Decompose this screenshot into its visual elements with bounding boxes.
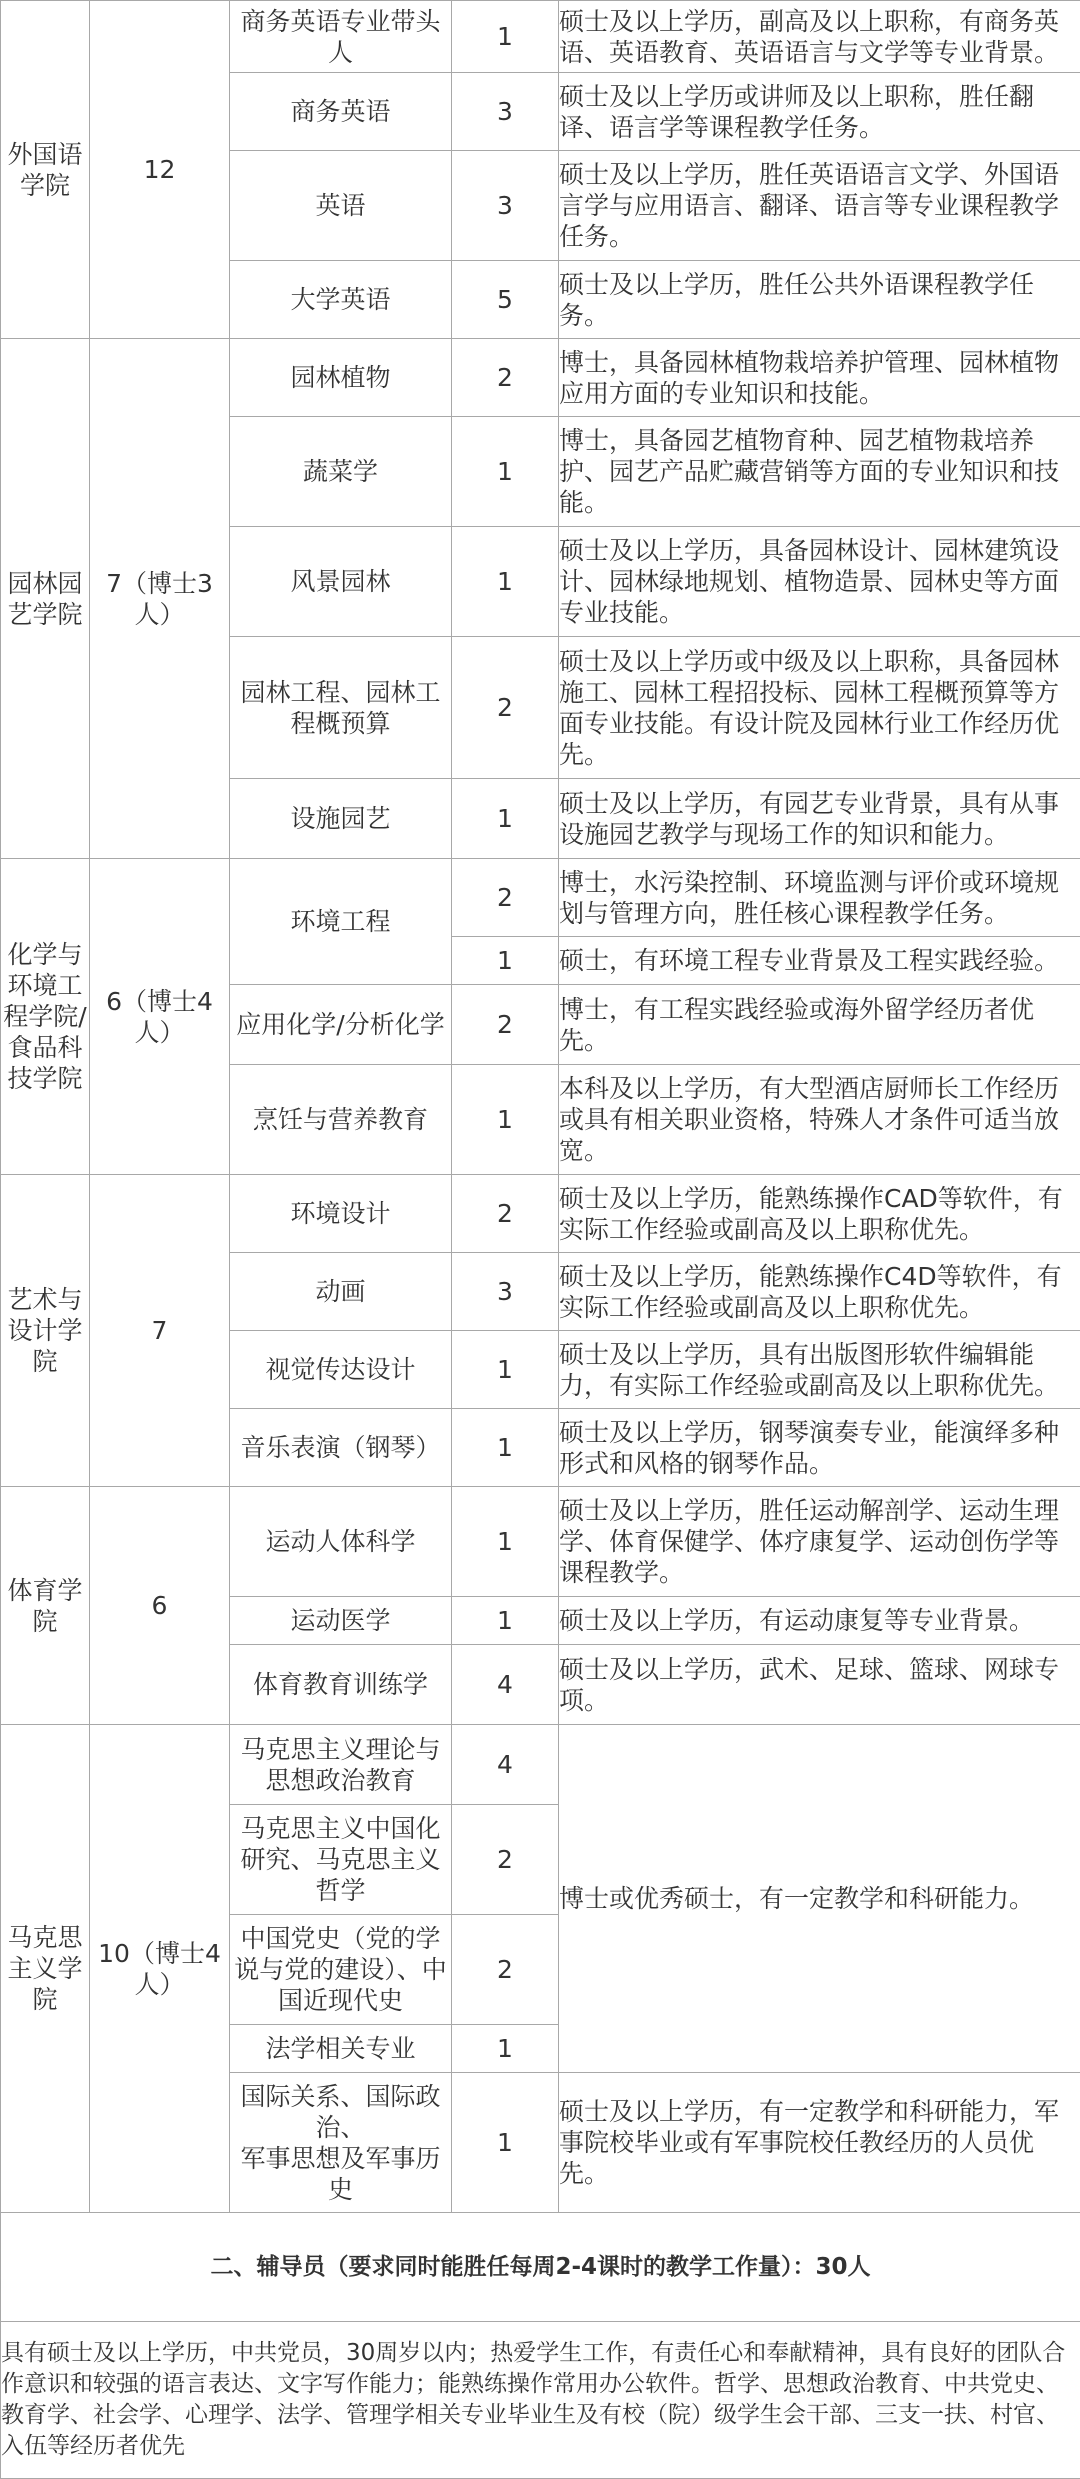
requirement-text: 博士，有工程实践经验或海外留学经历者优先。 xyxy=(559,985,1080,1065)
table-row xyxy=(1,1,1080,73)
college-quota: 10（博士4人） xyxy=(90,1725,230,2213)
college-name: 体育学院 xyxy=(1,1487,90,1725)
requirement-text: 硕士及以上学历，具有出版图形软件编辑能力，有实际工作经验或副高及以上职称优先。 xyxy=(559,1331,1080,1409)
position-count: 4 xyxy=(452,1725,559,1805)
position-count: 1 xyxy=(452,1065,559,1175)
college-name: 艺术与设计学院 xyxy=(1,1175,90,1487)
requirement-text: 硕士及以上学历，胜任公共外语课程教学任务。 xyxy=(559,261,1080,339)
position-count: 1 xyxy=(452,2073,559,2213)
major-name: 运动医学 xyxy=(230,1597,452,1645)
section-title: 二、辅导员（要求同时能胜任每周2-4课时的教学工作量）：30人 xyxy=(1,2213,1080,2322)
major-name: 大学英语 xyxy=(230,261,452,339)
major-name xyxy=(230,2073,452,2213)
major-name-line: 国际关系、国际政治、 xyxy=(240,2082,440,2142)
section-title-row xyxy=(1,2213,1080,2322)
college-name: 外国语学院 xyxy=(1,1,90,339)
position-count: 2 xyxy=(452,339,559,417)
requirement-text: 硕士及以上学历，具备园林设计、园林建筑设计、园林绿地规划、植物造景、园林史等方面专业技能。 xyxy=(559,527,1080,637)
requirement-text: 硕士及以上学历，能熟练操作C4D等软件，有实际工作经验或副高及以上职称优先。 xyxy=(559,1253,1080,1331)
position-count: 2 xyxy=(452,985,559,1065)
major-name: 烹饪与营养教育 xyxy=(230,1065,452,1175)
requirement-text: 硕士及以上学历，胜任运动解剖学、运动生理学、体育保健学、体疗康复学、运动创伤学等课程教学。 xyxy=(559,1487,1080,1597)
college-quota: 7 xyxy=(90,1175,230,1487)
position-count: 1 xyxy=(452,779,559,859)
position-count: 3 xyxy=(452,151,559,261)
requirement-text: 硕士及以上学历，能熟练操作CAD等软件，有实际工作经验或副高及以上职称优先。 xyxy=(559,1175,1080,1253)
requirement-text: 硕士及以上学历，有园艺专业背景，具有从事设施园艺教学与现场工作的知识和能力。 xyxy=(559,779,1080,859)
requirement-text: 博士，具备园林植物栽培养护管理、园林植物应用方面的专业知识和技能。 xyxy=(559,339,1080,417)
shared-requirement-text: 博士或优秀硕士，有一定教学和科研能力。 xyxy=(559,1725,1080,2073)
position-count: 2 xyxy=(452,637,559,779)
major-name: 商务英语 xyxy=(230,73,452,151)
major-name: 设施园艺 xyxy=(230,779,452,859)
table-row xyxy=(1,339,1080,417)
position-count: 1 xyxy=(452,1331,559,1409)
requirement-text: 硕士及以上学历或中级及以上职称，具备园林施工、园林工程招投标、园林工程概预算等方面专业技能。有设计院及园林行业工作经历优先。 xyxy=(559,637,1080,779)
requirement-text: 硕士及以上学历，武术、足球、篮球、网球专项。 xyxy=(559,1645,1080,1725)
position-count: 2 xyxy=(452,1915,559,2025)
position-count: 1 xyxy=(452,937,559,985)
requirement-text: 硕士及以上学历或讲师及以上职称，胜任翻译、语言学等课程教学任务。 xyxy=(559,73,1080,151)
college-name: 马克思主义学院 xyxy=(1,1725,90,2213)
major-name: 中国党史（党的学说与党的建设）、中国近现代史 xyxy=(230,1915,452,2025)
requirement-text: 硕士及以上学历，钢琴演奏专业，能演绎多种形式和风格的钢琴作品。 xyxy=(559,1409,1080,1487)
requirement-text: 博士，水污染控制、环境监测与评价或环境规划与管理方向，胜任核心课程教学任务。 xyxy=(559,859,1080,937)
position-count: 3 xyxy=(452,73,559,151)
requirement-text: 硕士及以上学历，有运动康复等专业背景。 xyxy=(559,1597,1080,1645)
position-count: 1 xyxy=(452,417,559,527)
major-name-line: 军事思想及军事历史 xyxy=(240,2144,440,2204)
position-count: 2 xyxy=(452,1805,559,1915)
position-count: 3 xyxy=(452,1253,559,1331)
major-name: 英语 xyxy=(230,151,452,261)
table-row xyxy=(1,859,1080,937)
major-name: 体育教育训练学 xyxy=(230,1645,452,1725)
position-count: 1 xyxy=(452,527,559,637)
major-name: 园林工程、园林工程概预算 xyxy=(230,637,452,779)
college-quota: 7（博士3人） xyxy=(90,339,230,859)
requirement-text: 博士，具备园艺植物育种、园艺植物栽培养护、园艺产品贮藏营销等方面的专业知识和技能。 xyxy=(559,417,1080,527)
major-name: 法学相关专业 xyxy=(230,2025,452,2073)
position-count: 1 xyxy=(452,2025,559,2073)
requirement-text: 硕士及以上学历，胜任英语语言文学、外国语言学与应用语言、翻译、语言等专业课程教学任务。 xyxy=(559,151,1080,261)
requirement-text: 硕士及以上学历，有一定教学和科研能力，军事院校毕业或有军事院校任教经历的人员优先。 xyxy=(559,2073,1080,2213)
position-count: 5 xyxy=(452,261,559,339)
major-name: 应用化学/分析化学 xyxy=(230,985,452,1065)
position-count: 1 xyxy=(452,1597,559,1645)
major-name: 蔬菜学 xyxy=(230,417,452,527)
position-count: 1 xyxy=(452,1,559,73)
college-name: 园林园艺学院 xyxy=(1,339,90,859)
major-name: 马克思主义理论与思想政治教育 xyxy=(230,1725,452,1805)
major-name: 环境工程 xyxy=(230,859,452,985)
college-quota: 12 xyxy=(90,1,230,339)
requirement-text: 硕士及以上学历，副高及以上职称，有商务英语、英语教育、英语语言与文学等专业背景。 xyxy=(559,1,1080,73)
position-count: 2 xyxy=(452,1175,559,1253)
requirement-text: 硕士，有环境工程专业背景及工程实践经验。 xyxy=(559,937,1080,985)
major-name: 视觉传达设计 xyxy=(230,1331,452,1409)
major-name: 风景园林 xyxy=(230,527,452,637)
position-count: 2 xyxy=(452,859,559,937)
position-count: 1 xyxy=(452,1487,559,1597)
section-requirement-row xyxy=(1,2322,1080,2479)
position-count: 4 xyxy=(452,1645,559,1725)
major-name: 环境设计 xyxy=(230,1175,452,1253)
major-name: 运动人体科学 xyxy=(230,1487,452,1597)
requirement-text: 本科及以上学历，有大型酒店厨师长工作经历或具有相关职业资格，特殊人才条件可适当放宽。 xyxy=(559,1065,1080,1175)
major-name: 园林植物 xyxy=(230,339,452,417)
college-quota: 6 xyxy=(90,1487,230,1725)
position-count: 1 xyxy=(452,1409,559,1487)
major-name: 商务英语专业带头人 xyxy=(230,1,452,73)
major-name: 动画 xyxy=(230,1253,452,1331)
college-name: 化学与环境工程学院/食品科技学院 xyxy=(1,859,90,1175)
major-name: 音乐表演（钢琴） xyxy=(230,1409,452,1487)
table-row xyxy=(1,1175,1080,1253)
table-row xyxy=(1,1725,1080,1805)
college-quota: 6（博士4人） xyxy=(90,859,230,1175)
section-requirement-text: 具有硕士及以上学历，中共党员，30周岁以内；热爱学生工作，有责任心和奉献精神，具有良好的团队合作意识和较强的语言表达、文字写作能力；能熟练操作常用办公软件。哲学、思想政治教育、中共党史、教育学、社会学、心理学、法学、管理学相关专业毕业生及有校（院）级学生会干部、三支一扶、村官、入伍等经历者优先 xyxy=(1,2322,1080,2479)
major-name: 马克思主义中国化研究、马克思主义哲学 xyxy=(230,1805,452,1915)
table-row xyxy=(1,1487,1080,1597)
